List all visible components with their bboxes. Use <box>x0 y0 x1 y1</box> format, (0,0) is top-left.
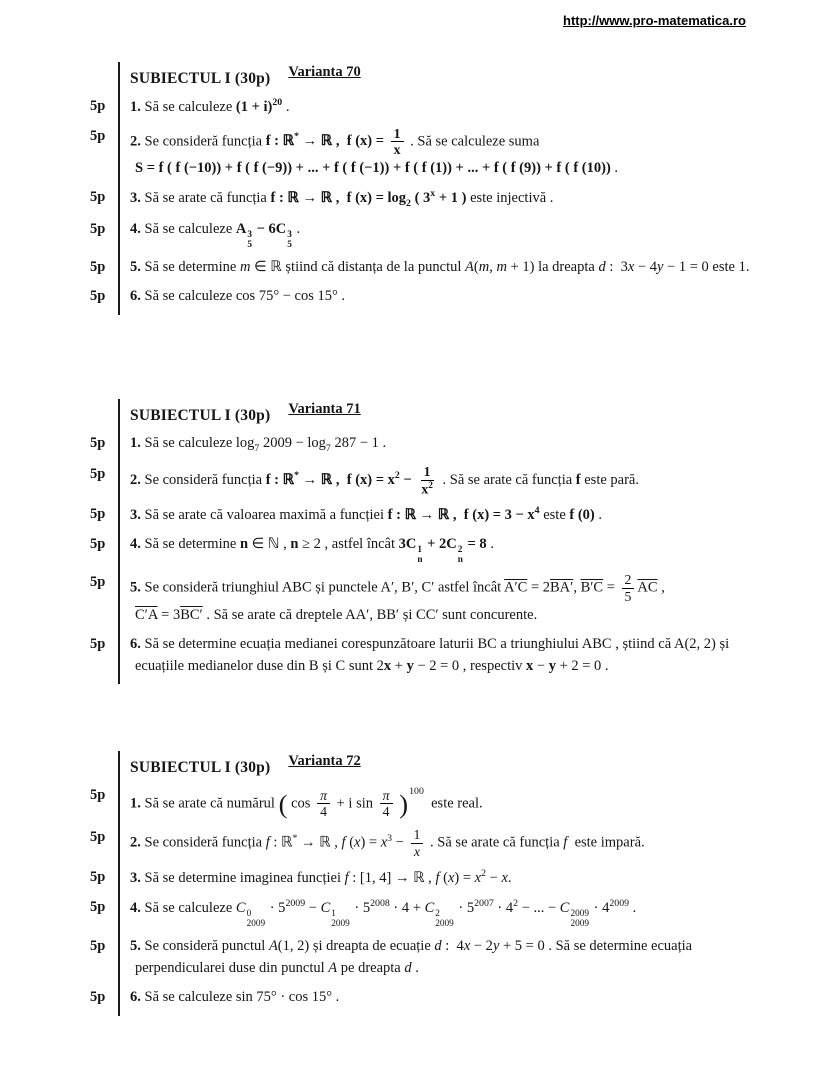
problem-row <box>90 936 790 980</box>
problem-row <box>90 433 790 457</box>
problem-row <box>90 187 790 212</box>
site-url-link[interactable]: http://www.pro-matematica.ro <box>563 13 746 28</box>
problem-row <box>90 219 790 251</box>
problem-text: 3. Să se arate că funcția f : ℝ → ℝ , f $(x) = \log_2$ ( $3^x + 1$ ) este injectivă . <box>130 188 554 209</box>
points-label: 5p <box>90 938 106 955</box>
problem-row <box>90 257 790 279</box>
points-label: 5p <box>90 988 106 1005</box>
problem-text: 2. Se consideră funcția f : ℝ* → ℝ , f $(x) = x^3$ − $\frac{1}{x}$ . Să se arate că funcția f este impară. <box>130 827 645 860</box>
variant-label: Varianta 71 <box>288 401 361 417</box>
variant-section-71 <box>90 399 790 684</box>
points-label: 5p <box>90 259 106 276</box>
problem-row <box>90 286 790 308</box>
section-header <box>90 64 790 88</box>
problem-text: 1. Să se calculeze $\log_7 2009 - \log_7 287 - 1$ . <box>130 435 387 454</box>
variant-label: Varianta 72 <box>288 753 361 769</box>
section-title: SUBIECTUL I (30p) <box>130 407 271 424</box>
variant-label: Varianta 70 <box>288 64 361 80</box>
points-label: 5p <box>90 435 106 451</box>
points-label: 5p <box>90 127 106 144</box>
section-body <box>90 96 790 308</box>
problem-row <box>90 96 790 119</box>
points-label: 5p <box>90 869 106 885</box>
problem-text: 3. Să se determine imaginea funcției f : [1, 4] → ℝ , f $(x) = x^2 - x$. <box>130 868 512 886</box>
section-header <box>90 401 790 425</box>
points-label: 5p <box>90 535 106 552</box>
problem-row <box>90 987 790 1009</box>
problem-text: 5. Se consideră triunghiul ABC și punctele A′, B′, C′ astfel încât A′C = 2BA′, B′C = $\frac{2}{5}$ $\overline{AC}$ , C′A = 3BC′ . Să se arate că dreptele AA′, BB′ și CC′ sunt concurente. <box>130 572 665 624</box>
section-vertical-rule <box>118 751 120 1016</box>
points-label: 5p <box>90 288 106 305</box>
points-label: 5p <box>90 574 106 591</box>
points-label: 5p <box>90 829 106 846</box>
problem-text: 2. Se consideră funcția f : ℝ* → ℝ , f $(x) = x^2$ − $\frac{1}{x^2}$ . Să se arate că funcția f este pară. <box>130 463 639 497</box>
problem-text: 4. Să se calculeze A 3 5 − 6C 3 5 . <box>130 220 301 251</box>
section-vertical-rule <box>118 62 120 315</box>
problem-text: 4. Să se determine n ∈ ℕ , n ≥ 2 , astfel încât 3C 1 n + 2C 2 n = 8 . <box>130 535 494 566</box>
problem-text: 3. Să se arate că valoarea maximă a funcției f : ℝ → ℝ , f $(x) = 3 - x^4$ este f (0) . <box>130 504 603 523</box>
problem-text: 2. Se consideră funcția f : ℝ* → ℝ , f (x) = $\frac{1}{x}$ . Să se calculeze suma S = f ( f (−10)) + f ( f (−9)) + ... + f ( f (−1)) + f ( f (1)) + ... + f ( f (9)) + f ( f (10)) . <box>130 125 619 177</box>
problem-text: 6. Să se calculeze sin 75° · cos 15° . <box>130 988 340 1005</box>
variant-section-70 <box>90 62 790 315</box>
problem-row <box>90 897 790 930</box>
section-title: SUBIECTUL I (30p) <box>130 759 271 776</box>
points-label: 5p <box>90 189 106 206</box>
problem-text: 6. Să se determine ecuația medianei corespunzătoare laturii BC a triunghiului ABC , știind că A(2, 2) și ecuațiile medianelor duse din B și C sunt 2x + y − 2 = 0 , respectiv x − y + 2 = 0 . <box>130 635 730 674</box>
problem-row <box>90 867 790 890</box>
points-label: 5p <box>90 787 106 803</box>
section-header <box>90 753 790 777</box>
problem-row <box>90 504 790 527</box>
points-label: 5p <box>90 505 106 522</box>
problem-text: 5. Se consideră punctul A(1, 2) și dreapta de ecuație d : 4x − 2y + 5 = 0 . Să se determine ecuația perpendicularei duse din punctul A pe dreapta d . <box>130 938 693 977</box>
points-label: 5p <box>90 465 106 482</box>
points-label: 5p <box>90 635 106 652</box>
problem-text: 5. Să se determine m ∈ ℝ știind că distanța de la punctul A(m, m + 1) la dreapta d : 3x − 4y − 1 = 0 este 1. <box>130 259 750 276</box>
problem-row <box>90 785 790 820</box>
variant-section-72 <box>90 751 790 1016</box>
problem-row <box>90 827 790 860</box>
points-label: 5p <box>90 98 106 114</box>
problem-text: 1. Să se calculeze $(1 + i)^{20}$ . <box>130 97 290 115</box>
problem-text: 4. Să se calculeze C 0 2009 · $5^{2009} - C$ 1 2009 · $5^{2008} \cdot 4 + C$ 2 2009 · $5^{2007} \cdot 4^2$ − ... − C 2009 2009 · $4^{2009}$ . <box>130 897 637 929</box>
problem-row <box>90 464 790 497</box>
problem-text: 1. Să se arate că numărul ( cos $\frac{\pi}{4}$ + i sin $\frac{\pi}{4}$ )$^{100}$ este real. <box>130 786 483 820</box>
points-label: 5p <box>90 220 106 237</box>
section-body <box>90 433 790 677</box>
problem-row <box>90 534 790 566</box>
problem-row <box>90 572 790 626</box>
section-title: SUBIECTUL I (30p) <box>130 70 271 87</box>
problem-row <box>90 126 790 180</box>
problem-row <box>90 634 790 678</box>
section-vertical-rule <box>118 399 120 684</box>
points-label: 5p <box>90 898 106 915</box>
problem-text: 6. Să se calculeze cos 75° − cos 15° . <box>130 288 346 305</box>
section-body <box>90 785 790 1009</box>
